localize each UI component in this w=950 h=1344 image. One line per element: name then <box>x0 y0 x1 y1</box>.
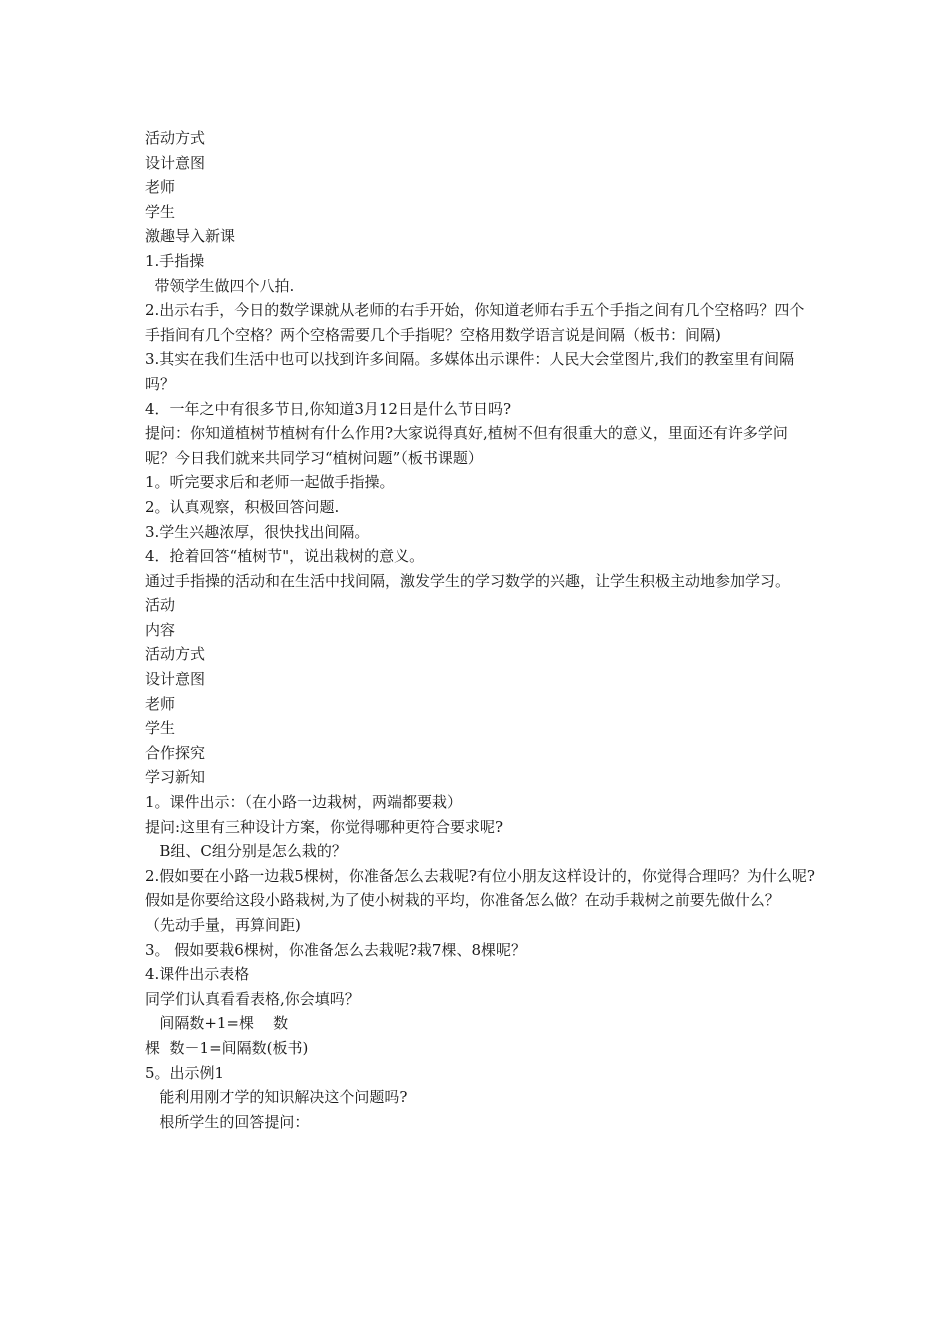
text-line: 1。听完要求后和老师一起做手指操。 <box>145 473 395 492</box>
text-line: 提问:这里有三种设计方案，你觉得哪种更符合要求呢? <box>145 817 504 836</box>
text-line: 根所学生的回答提问： <box>145 1112 310 1131</box>
text-line: 设计意图 <box>145 153 206 172</box>
formula-line: 棵 数－1=间隔数(板书) <box>145 1038 309 1057</box>
text-line: 带领学生做四个八拍. <box>145 276 295 295</box>
text-line: 4.课件出示表格 <box>145 965 250 984</box>
text-line: 老师 <box>145 694 176 713</box>
text-line: 3。 假如要栽6棵树，你准备怎么去栽呢?栽7棵、8棵呢？ <box>145 940 526 959</box>
paragraph: 通过手指操的活动和在生活中找间隔，激发学生的学习数学的兴趣，让学生积极主动地参加学习。 <box>145 571 791 590</box>
text-line: 活动方式 <box>145 645 206 664</box>
text-line: 内容 <box>145 620 176 639</box>
formula-line: 间隔数+1=棵 数 <box>145 1014 289 1033</box>
text-line: 5。出示例1 <box>145 1063 225 1082</box>
text-line: （先动手量，再算间距) <box>145 916 301 934</box>
paragraph: 3.其实在我们生活中也可以找到许多间隔。多媒体出示课件：人民大会堂图片,我们的教室里有间隔吗？ <box>145 350 795 393</box>
text-line: 4．抢着回答“植树节"，说出栽树的意义。 <box>145 547 425 566</box>
paragraph: 提问：你知道植树节植树有什么作用?大家说得真好,植树不但有很重大的意义，里面还有许多学问呢？今日我们就来共同学习“植树问题”（板书课题） <box>145 424 788 467</box>
text-line: 活动方式 <box>145 129 206 147</box>
text-line: 同学们认真看看表格,你会填吗？ <box>145 989 360 1008</box>
paragraph: 2.假如要在小路一边栽5棵树，你准备怎么去栽呢?有位小朋友这样设计的，你觉得合理吗？为什么呢?假如是你要给这段小路栽树,为了使小树栽的平均，你准备怎么做？在动手栽树之前要先做什么？ <box>145 866 815 910</box>
document-body <box>145 126 815 1134</box>
text-line: 1.手指操 <box>145 251 205 270</box>
text-line: 2。认真观察，积极回答问题. <box>145 497 340 516</box>
text-line: 4．一年之中有很多节日,你知道3月12日是什么节日吗? <box>145 399 511 418</box>
text-line: 1。课件出示：（在小路一边栽树，两端都要栽） <box>145 793 463 812</box>
text-line: 3.学生兴趣浓厚，很快找出间隔。 <box>145 522 370 541</box>
text-line: 设计意图 <box>145 670 206 689</box>
section-heading: 学习新知 <box>145 768 206 787</box>
text-line: B组、C组分别是怎么栽的？ <box>145 842 347 861</box>
text-line: 学生 <box>145 719 176 738</box>
text-line: 能利用刚才学的知识解决这个问题吗? <box>145 1088 408 1107</box>
text-line: 老师 <box>145 178 176 197</box>
section-heading: 合作探究 <box>145 743 206 762</box>
paragraph: 2.出示右手，今日的数学课就从老师的右手开始，你知道老师右手五个手指之间有几个空格吗？四个手指间有几个空格？两个空格需要几个手指呢？空格用数学语言说是间隔（板书：间隔) <box>145 301 805 344</box>
text-line: 学生 <box>145 202 176 221</box>
section-heading: 激趣导入新课 <box>145 227 236 246</box>
text-line: 活动 <box>145 596 176 615</box>
